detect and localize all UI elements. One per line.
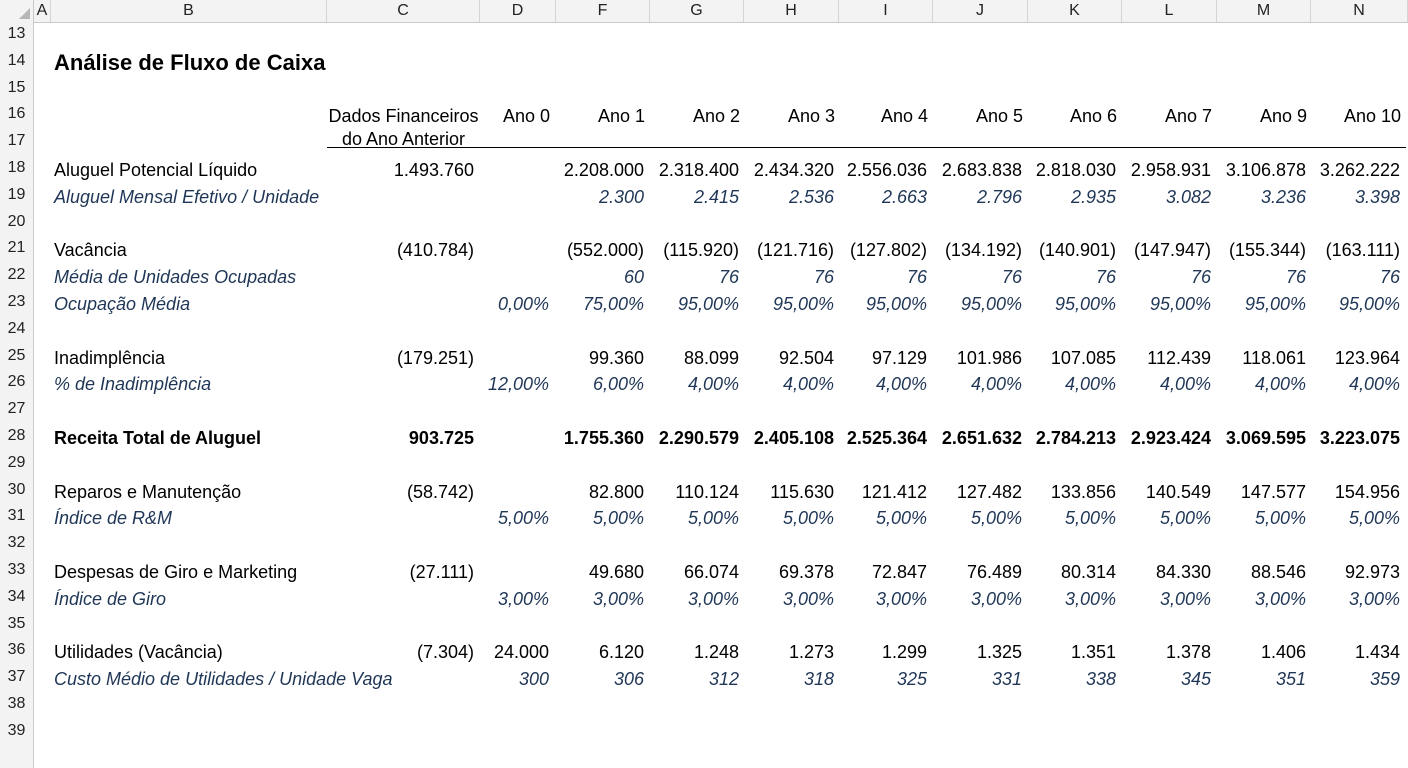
year-value[interactable]: 76: [1190, 267, 1211, 288]
year-value[interactable]: 2.405.108: [753, 428, 834, 448]
year-value[interactable]: 92.973: [1344, 562, 1400, 582]
year-header[interactable]: Ano 6: [1069, 106, 1117, 127]
year-value[interactable]: 1.755.360: [563, 428, 644, 448]
year-value[interactable]: 2.796: [976, 186, 1022, 207]
row-header[interactable]: 28: [7, 427, 26, 444]
year-value[interactable]: 5,00%: [970, 508, 1022, 529]
year-value[interactable]: 12,00%: [487, 374, 549, 395]
column-header-h[interactable]: H: [744, 0, 839, 22]
year-value[interactable]: 127.482: [956, 481, 1022, 502]
year-value[interactable]: 95,00%: [772, 294, 834, 314]
year-value[interactable]: (134.192): [944, 240, 1022, 261]
row-label[interactable]: Média de Unidades Ocupadas: [54, 267, 297, 288]
year-value[interactable]: 6,00%: [592, 374, 644, 395]
year-value[interactable]: 5,00%: [875, 508, 927, 529]
year-value[interactable]: 69.378: [778, 562, 834, 582]
year-value[interactable]: 95,00%: [960, 294, 1022, 314]
year-value[interactable]: 1.273: [788, 642, 834, 663]
year-value[interactable]: 2.208.000: [563, 160, 644, 180]
row-label[interactable]: Custo Médio de Utilidades / Unidade Vaga: [54, 669, 393, 690]
year-value[interactable]: 5,00%: [592, 508, 644, 529]
prior-year-header-line1[interactable]: Dados Financeiros: [328, 106, 479, 126]
row-header[interactable]: 37: [7, 668, 26, 686]
year-value[interactable]: (121.716): [756, 240, 834, 261]
year-value[interactable]: 3.106.878: [1225, 160, 1306, 180]
year-value[interactable]: 5,00%: [1159, 508, 1211, 529]
prior-year-header-line2[interactable]: do Ano Anterior: [341, 129, 466, 149]
year-value[interactable]: 5,00%: [1064, 508, 1116, 529]
year-value[interactable]: 115.630: [770, 481, 834, 502]
row-header[interactable]: 33: [7, 561, 26, 578]
year-value[interactable]: 2.300: [598, 186, 644, 207]
year-value[interactable]: 4,00%: [1348, 374, 1400, 395]
year-value[interactable]: 359: [1369, 669, 1400, 690]
year-value[interactable]: 80.314: [1060, 562, 1116, 582]
row-header[interactable]: 17: [7, 132, 26, 150]
prior-year-value[interactable]: (410.784): [396, 240, 474, 261]
prior-year-value[interactable]: (27.111): [409, 562, 474, 582]
year-value[interactable]: 76: [718, 267, 739, 288]
year-value[interactable]: 2.935: [1070, 186, 1116, 207]
year-value[interactable]: 123.964: [1334, 347, 1400, 368]
year-value[interactable]: 2.556.036: [846, 160, 927, 180]
column-header-d[interactable]: D: [480, 0, 556, 22]
column-header-i[interactable]: I: [839, 0, 933, 22]
year-value[interactable]: 95,00%: [1244, 294, 1306, 314]
year-header[interactable]: Ano 7: [1164, 106, 1212, 127]
year-value[interactable]: 3.398: [1354, 186, 1400, 207]
year-value[interactable]: 0,00%: [497, 294, 549, 314]
year-value[interactable]: 76: [1379, 267, 1400, 288]
year-value[interactable]: 6.120: [598, 642, 644, 663]
year-value[interactable]: 121.412: [861, 481, 927, 502]
year-value[interactable]: 92.504: [778, 347, 834, 368]
year-header[interactable]: Ano 5: [975, 106, 1023, 127]
row-header[interactable]: 30: [7, 480, 26, 498]
year-value[interactable]: 5,00%: [1348, 508, 1400, 529]
row-label[interactable]: Inadimplência: [54, 347, 166, 368]
column-header-b[interactable]: B: [51, 0, 327, 22]
year-value[interactable]: 325: [896, 669, 927, 690]
column-header-l[interactable]: L: [1122, 0, 1217, 22]
year-value[interactable]: 3,00%: [875, 588, 927, 609]
year-value[interactable]: 1.351: [1070, 642, 1116, 663]
year-value[interactable]: 2.434.320: [753, 160, 834, 180]
year-value[interactable]: 1.299: [881, 642, 927, 663]
year-value[interactable]: 2.415: [693, 186, 739, 207]
year-value[interactable]: 95,00%: [1149, 294, 1211, 314]
year-value[interactable]: 3,00%: [1348, 588, 1400, 609]
year-value[interactable]: 351: [1275, 669, 1306, 690]
year-value[interactable]: 4,00%: [970, 374, 1022, 395]
column-header-m[interactable]: M: [1217, 0, 1311, 22]
year-value[interactable]: 2.290.579: [658, 428, 739, 448]
row-header[interactable]: 26: [7, 373, 26, 391]
row-header[interactable]: 18: [7, 159, 26, 176]
year-value[interactable]: (127.802): [849, 240, 927, 261]
sheet-title[interactable]: Análise de Fluxo de Caixa: [54, 50, 326, 75]
year-value[interactable]: 99.360: [588, 347, 644, 368]
year-header[interactable]: Ano 4: [880, 106, 928, 127]
year-value[interactable]: 84.330: [1155, 562, 1211, 582]
row-header[interactable]: 13: [7, 25, 26, 42]
year-value[interactable]: 3,00%: [687, 588, 739, 609]
year-value[interactable]: 3,00%: [592, 588, 644, 609]
row-header[interactable]: 20: [7, 212, 26, 230]
year-value[interactable]: 2.683.838: [941, 160, 1022, 180]
row-header[interactable]: 14: [7, 51, 26, 69]
year-value[interactable]: 110.124: [675, 481, 739, 502]
year-header-underline: [480, 147, 1406, 148]
year-value[interactable]: 101.986: [956, 347, 1022, 368]
row-header-bar: [0, 22, 34, 768]
year-value[interactable]: 72.847: [871, 562, 927, 582]
year-value[interactable]: 2.651.632: [941, 428, 1022, 448]
year-value[interactable]: 1.406: [1260, 642, 1306, 663]
year-value[interactable]: 3,00%: [1159, 588, 1211, 609]
row-label[interactable]: Índice de R&M: [54, 508, 173, 529]
year-value[interactable]: 2.663: [881, 186, 927, 207]
year-value[interactable]: 2.318.400: [658, 160, 739, 180]
year-value[interactable]: 76: [813, 267, 834, 288]
year-value[interactable]: 107.085: [1050, 347, 1116, 368]
year-value[interactable]: 49.680: [588, 562, 644, 582]
row-label[interactable]: Vacância: [54, 240, 127, 261]
prior-year-value[interactable]: 1.493.760: [393, 160, 474, 180]
year-value[interactable]: 118.061: [1242, 347, 1306, 368]
column-header-g[interactable]: G: [650, 0, 744, 22]
year-value[interactable]: 4,00%: [1064, 374, 1116, 395]
row-header[interactable]: 25: [7, 346, 26, 364]
year-value[interactable]: 5,00%: [497, 508, 549, 529]
year-value[interactable]: 5,00%: [687, 508, 739, 529]
year-value[interactable]: (552.000): [566, 240, 644, 261]
prior-year-value[interactable]: (7.304): [416, 642, 474, 663]
prior-year-value[interactable]: (179.251): [396, 347, 474, 368]
year-value[interactable]: 3.236: [1260, 186, 1306, 207]
year-value[interactable]: 306: [613, 669, 644, 690]
select-all-corner[interactable]: [0, 0, 34, 22]
year-value[interactable]: 95,00%: [1338, 294, 1400, 314]
year-value[interactable]: 4,00%: [875, 374, 927, 395]
select-all-triangle-icon: [19, 8, 30, 19]
year-value[interactable]: 4,00%: [1159, 374, 1211, 395]
year-value[interactable]: 60: [623, 267, 644, 288]
year-value[interactable]: 345: [1180, 669, 1211, 690]
year-header[interactable]: Ano 10: [1343, 106, 1401, 127]
year-value[interactable]: 3,00%: [1254, 588, 1306, 609]
year-value[interactable]: (163.111): [1325, 240, 1400, 261]
year-value[interactable]: 3.082: [1165, 186, 1211, 207]
year-value[interactable]: 3.223.075: [1319, 428, 1400, 448]
year-value[interactable]: 3,00%: [497, 588, 549, 609]
year-value[interactable]: 3,00%: [782, 588, 834, 609]
row-header[interactable]: 39: [7, 721, 26, 739]
year-value[interactable]: 4,00%: [1254, 374, 1306, 395]
year-value[interactable]: 88.546: [1250, 562, 1306, 582]
year-value[interactable]: (155.344): [1228, 240, 1306, 261]
prior-year-header-underline: [327, 147, 480, 148]
row-header[interactable]: 23: [7, 293, 26, 310]
year-value[interactable]: 76.489: [966, 562, 1022, 582]
column-header-a[interactable]: A: [34, 0, 51, 22]
row-header[interactable]: 36: [7, 641, 26, 659]
year-value[interactable]: 1.434: [1354, 642, 1400, 663]
year-value[interactable]: 66.074: [683, 562, 739, 582]
year-value[interactable]: 3,00%: [970, 588, 1022, 609]
year-value[interactable]: 300: [518, 669, 549, 690]
year-value[interactable]: 154.956: [1334, 481, 1400, 502]
year-value[interactable]: 4,00%: [782, 374, 834, 395]
row-header[interactable]: 27: [7, 400, 26, 418]
row-label[interactable]: % de Inadimplência: [54, 374, 212, 395]
row-label[interactable]: Índice de Giro: [54, 588, 167, 609]
year-value[interactable]: 2.818.030: [1035, 160, 1116, 180]
row-label[interactable]: Despesas de Giro e Marketing: [54, 562, 298, 582]
row-header[interactable]: 24: [7, 319, 26, 337]
year-value[interactable]: 2.784.213: [1035, 428, 1116, 448]
year-value[interactable]: 5,00%: [782, 508, 834, 529]
year-value[interactable]: 95,00%: [1054, 294, 1116, 314]
year-value[interactable]: 3.069.595: [1225, 428, 1306, 448]
year-value[interactable]: 331: [991, 669, 1022, 690]
row-header[interactable]: 22: [7, 266, 26, 284]
column-header-j[interactable]: J: [933, 0, 1028, 22]
year-value[interactable]: 338: [1085, 669, 1116, 690]
year-value[interactable]: 2.958.931: [1130, 160, 1211, 180]
row-header[interactable]: 15: [7, 78, 26, 96]
prior-year-value[interactable]: (58.742): [406, 481, 474, 502]
column-header-k[interactable]: K: [1028, 0, 1122, 22]
year-value[interactable]: 140.549: [1145, 481, 1211, 502]
year-header[interactable]: Ano 2: [692, 106, 740, 127]
year-header[interactable]: Ano 0: [502, 106, 550, 127]
year-value[interactable]: 76: [1001, 267, 1022, 288]
row-label[interactable]: Reparos e Manutenção: [54, 481, 242, 502]
year-value[interactable]: (115.920): [663, 240, 739, 261]
column-header-f[interactable]: F: [556, 0, 650, 22]
column-header-c[interactable]: C: [327, 0, 480, 22]
column-header-n[interactable]: N: [1311, 0, 1408, 22]
year-value[interactable]: 1.378: [1165, 642, 1211, 663]
year-value[interactable]: 1.248: [693, 642, 739, 663]
year-value[interactable]: 133.856: [1050, 481, 1116, 502]
year-value[interactable]: 3.262.222: [1319, 160, 1400, 180]
year-value[interactable]: 2.536: [788, 186, 834, 207]
row-header[interactable]: 34: [7, 587, 26, 605]
year-value[interactable]: 318: [803, 669, 834, 690]
year-value[interactable]: 82.800: [588, 481, 644, 502]
year-value[interactable]: 76: [906, 267, 927, 288]
row-header[interactable]: 32: [7, 534, 26, 552]
year-value[interactable]: 312: [708, 669, 739, 690]
year-value[interactable]: 147.577: [1240, 481, 1306, 502]
row-header[interactable]: 19: [7, 185, 26, 203]
year-value[interactable]: 2.525.364: [846, 428, 927, 448]
column-header-bar: [0, 0, 1408, 23]
row-label[interactable]: Utilidades (Vacância): [54, 642, 223, 663]
row-header[interactable]: 21: [7, 239, 26, 257]
year-value[interactable]: 88.099: [683, 347, 739, 368]
row-header[interactable]: 31: [7, 507, 26, 525]
year-value[interactable]: 76: [1285, 267, 1306, 288]
prior-year-value[interactable]: 903.725: [408, 428, 474, 448]
year-value[interactable]: 24.000: [493, 642, 549, 663]
year-value[interactable]: 2.923.424: [1130, 428, 1211, 448]
row-header[interactable]: 29: [7, 453, 26, 471]
year-value[interactable]: 5,00%: [1254, 508, 1306, 529]
year-value[interactable]: 3,00%: [1064, 588, 1116, 609]
year-header[interactable]: Ano 1: [597, 106, 645, 127]
year-value[interactable]: (140.901): [1038, 240, 1116, 261]
row-header[interactable]: 16: [7, 105, 26, 123]
year-header[interactable]: Ano 9: [1259, 106, 1307, 127]
year-header[interactable]: Ano 3: [787, 106, 835, 127]
year-value[interactable]: 1.325: [976, 642, 1022, 663]
row-label[interactable]: Ocupação Média: [54, 294, 191, 314]
year-value[interactable]: 75,00%: [582, 294, 644, 314]
row-label[interactable]: Aluguel Mensal Efetivo / Unidade: [54, 186, 320, 207]
year-value[interactable]: 95,00%: [677, 294, 739, 314]
year-value[interactable]: 97.129: [871, 347, 927, 368]
year-value[interactable]: 112.439: [1147, 347, 1211, 368]
year-value[interactable]: (147.947): [1133, 240, 1211, 261]
row-label[interactable]: Receita Total de Aluguel: [54, 428, 262, 448]
year-value[interactable]: 4,00%: [687, 374, 739, 395]
row-header[interactable]: 35: [7, 614, 26, 632]
year-value[interactable]: 95,00%: [865, 294, 927, 314]
row-header[interactable]: 38: [7, 695, 26, 712]
row-label[interactable]: Aluguel Potencial Líquido: [54, 160, 258, 180]
year-value[interactable]: 76: [1095, 267, 1116, 288]
